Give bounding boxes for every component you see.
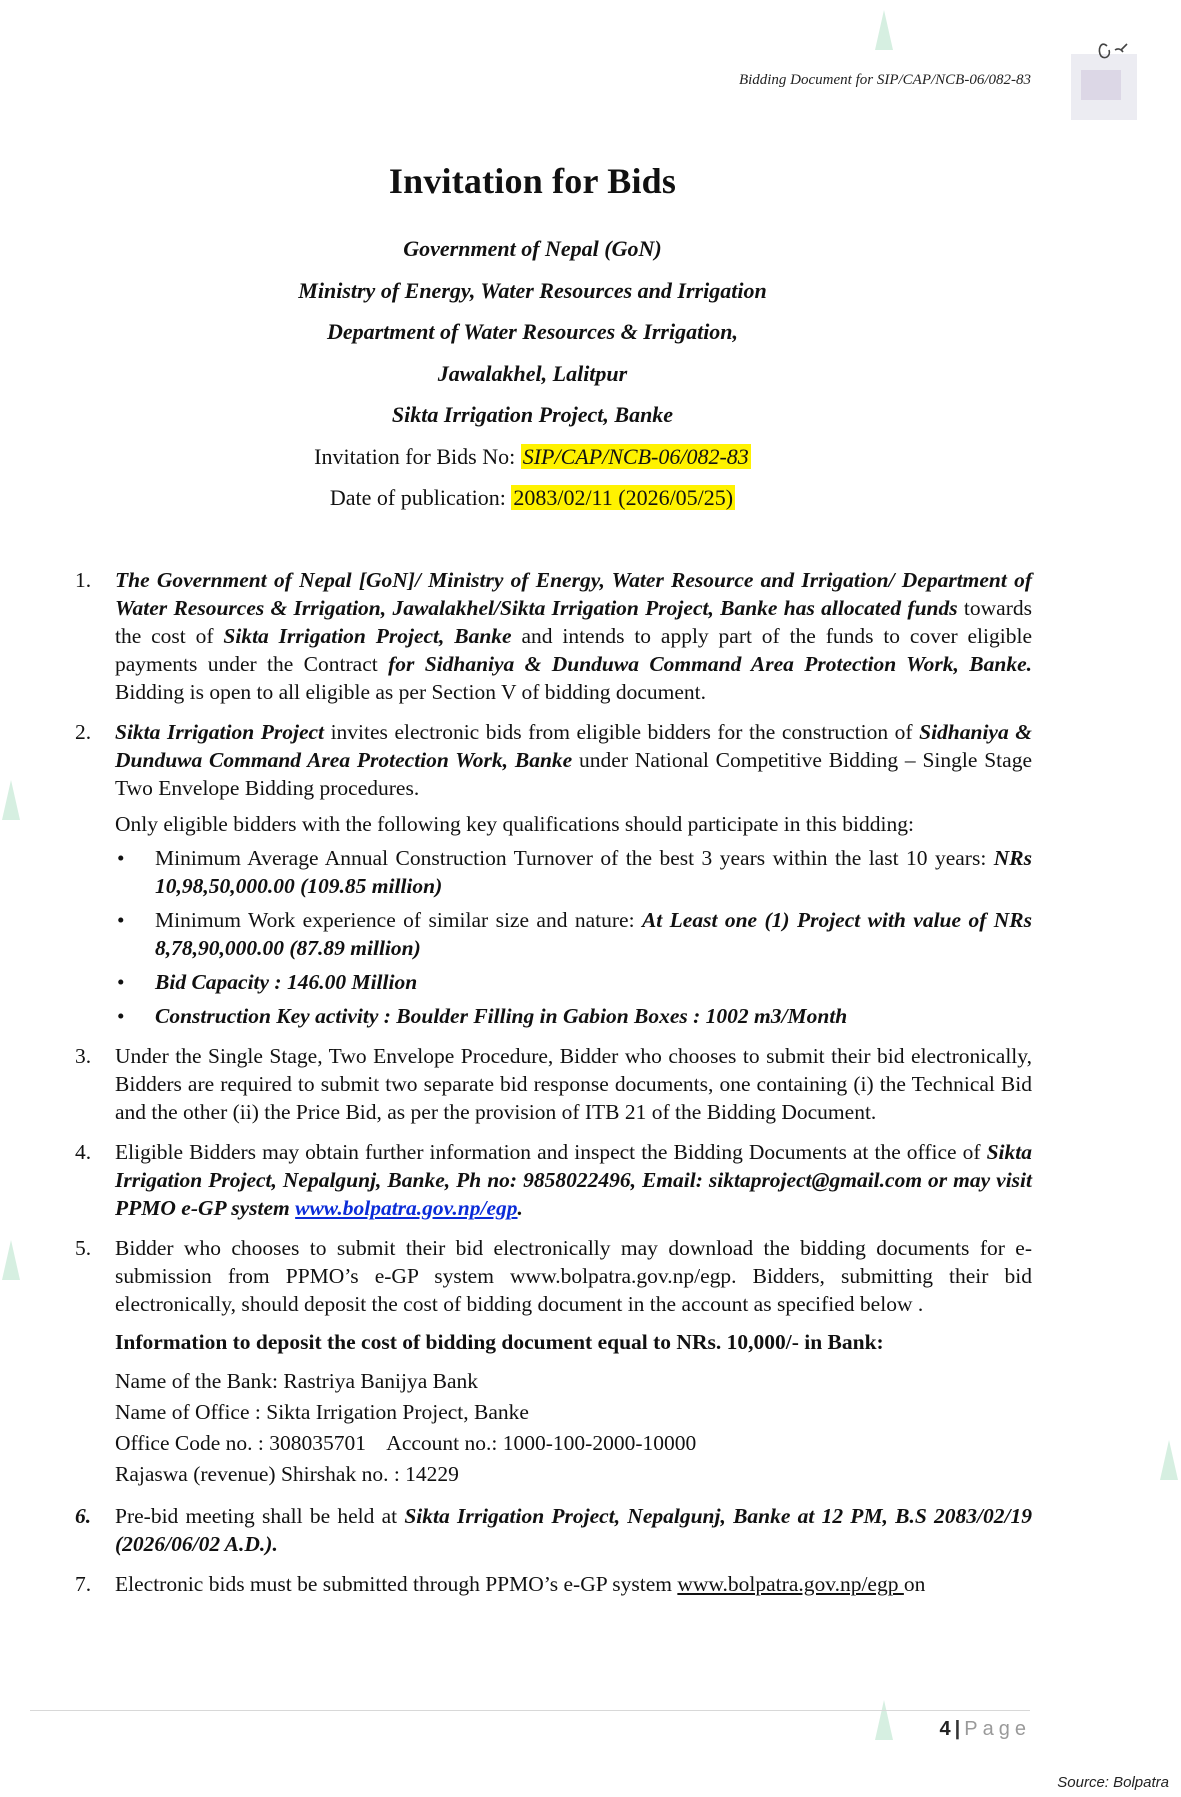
publication-date: 2083/02/11 (2026/05/25) [513,485,734,510]
ifb-number-line [0,442,1065,484]
bullet-text: Minimum Work experience of similar size and nature: [155,908,642,932]
issuer-government: Government of Nepal (GoN) [403,236,662,261]
ifb-clauses [70,566,1032,1610]
watermark-arrow [875,10,893,50]
bullet-icon: • [117,970,125,994]
issuer-location: Jawalakhel, Lalitpur [437,360,628,386]
watermark-arrow [875,1700,893,1740]
page-title: Invitation for Bids [388,161,677,201]
watermark-arrow [1160,1440,1178,1480]
clause-number: 3. [75,1044,92,1068]
clause-number: 4. [75,1140,92,1164]
issuer-block [0,234,1065,525]
clause-1-bold-1: The Government of Nepal [GoN]/ Ministry of Energy, Water Resource and Irrigation/ Department of Water Resources & Irrigation, Jawalakhel/Sikta Irrigation Project, Banke has allocated funds [115,568,1032,620]
ifb-label: Invitation for Bids No: [314,443,521,469]
clause-1-text-3: Bidding is open to all eligible as per Section V of bidding document. [115,680,706,704]
qualification-key-activity [115,1002,1032,1030]
bank-name: Name of the Bank: Rastriya Banijya Bank [115,1369,479,1393]
clause-3-text: Under the Single Stage, Two Envelope Procedure, Bidder who chooses to submit their bid electronically, Bidders are required to submit two separate bid response documents, one containing (i) the Technical Bid and the other (ii) the Price Bid, as per the provision of ITB 21 of the Bidding Document. [115,1044,1032,1124]
bullet-bold: NRs 10,98,50,000.00 (109.85 million) [155,846,1032,898]
qualification-turnover [115,844,1032,900]
bullet-bold: At Least one (1) Project with value of NRs 8,78,90,000.00 (87.89 million) [155,908,1032,960]
bullet-icon: • [117,908,125,932]
ifb-number: SIP/CAP/NCB-06/082-83 [522,443,749,469]
clause-2-text-1: invites electronic bids from eligible bidders for the construction of [324,720,920,744]
watermark-arrow [2,1240,20,1280]
clause-4-text: Eligible Bidders may obtain further information and inspect the Bidding Documents at the office of [115,1140,987,1164]
clause-6-text: Pre-bid meeting shall be held at [115,1504,405,1528]
page-number-value: 4 [939,1718,951,1740]
page-number [940,1718,1031,1741]
clause-7-text-2: on [903,1572,926,1596]
clause-number: 2. [75,720,92,744]
egp-link-plain[interactable]: www.bolpatra.gov.np/egp [677,1572,904,1596]
clause-7 [70,1570,1032,1598]
bullet-bold: Bid Capacity : 146.00 Million [155,970,418,994]
office-name: Name of Office : Sikta Irrigation Project, Banke [115,1400,529,1424]
clause-6 [70,1502,1032,1558]
revenue-heading: Rajaswa (revenue) Shirshak no. : 14229 [115,1462,459,1486]
date-label: Date of publication: [329,485,512,510]
signature-stamp [1067,34,1147,126]
clause-number: 6. [75,1504,92,1528]
clause-1-bold-3: for Sidhaniya & Dunduwa Command Area Protection Work, Banke. [388,652,1032,676]
clause-number: 5. [75,1236,92,1260]
clause-2-text-2: under National Competitive Bidding – Single Stage Two Envelope Bidding procedures. [115,748,1032,800]
issuer-ministry: Ministry of Energy, Water Resources and Irrigation [298,277,767,303]
clause-1-text-2: and intends to apply part of the funds to cover eligible payments under the Contract [115,624,1032,676]
clause-1 [70,566,1032,706]
publication-date-line [0,483,1065,525]
clause-2-bold-2: Sidhaniya & Dunduwa Command Area Protection Work, Banke [115,720,1032,772]
issuer-project: Sikta Irrigation Project, Banke [391,402,674,427]
clause-4 [70,1138,1032,1222]
clause-2-bold-1: Sikta Irrigation Project [115,720,325,744]
clause-1-text-1: towards the cost of [115,596,1032,648]
bullet-bold: Construction Key activity : Boulder Filling in Gabion Boxes : 1002 m3/Month [155,1004,848,1028]
issuer-department: Department of Water Resources & Irrigation, [326,319,739,344]
bullet-text: Minimum Average Annual Construction Turnover of the best 3 years within the last 10 years: [155,846,994,870]
qualification-bid-capacity [115,968,1032,996]
clause-number: 1. [75,568,92,592]
clause-3 [70,1042,1032,1126]
bank-info-title: Information to deposit the cost of bidding document equal to NRs. 10,000/- in Bank: [115,1330,884,1354]
clause-5-text: Bidder who chooses to submit their bid electronically may download the bidding documents for e-submission from PPMO’s e-GP system www.bolpatra.gov.np/egp. Bidders, submitting their bid electronically, should deposit the cost of bidding document in the account as specified below . [115,1236,1032,1316]
clause-6-bold: Sikta Irrigation Project, Nepalgunj, Banke at 12 PM, B.S 2083/02/19 (2026/06/02 A.D.). [115,1504,1032,1556]
clause-1-bold-2: Sikta Irrigation Project, Banke [223,624,512,648]
qualification-experience [115,906,1032,962]
clause-4-bold: Sikta Irrigation Project, Nepalgunj, Banke, Ph no: 9858022496, Email: siktaproject@gmail.com or may visit PPMO e-GP system [115,1140,1032,1220]
clause-number: 7. [75,1572,92,1596]
clause-2 [70,718,1032,1030]
office-code-account: Office Code no. : 308035701 Account no.: 1000-100-2000-10000 [115,1431,697,1455]
clause-5 [70,1234,1032,1490]
qualification-intro: Only eligible bidders with the following key qualifications should participate in this bidding: [115,812,914,836]
bullet-icon: • [117,846,125,870]
page-separator: | [954,1718,961,1740]
footer-divider [30,1710,1030,1711]
bullet-icon: • [117,1004,125,1028]
source-credit: Source: Bolpatra [1057,1774,1169,1791]
watermark-arrow [2,780,20,820]
page-word: Page [964,1718,1031,1740]
egp-link[interactable]: www.bolpatra.gov.np/egp [295,1196,518,1220]
clause-7-text: Electronic bids must be submitted through PPMO’s e-GP system [115,1572,678,1596]
document-reference: Bidding Document for SIP/CAP/NCB-06/082-83 [738,72,1031,88]
clause-4-end: . [517,1196,523,1220]
